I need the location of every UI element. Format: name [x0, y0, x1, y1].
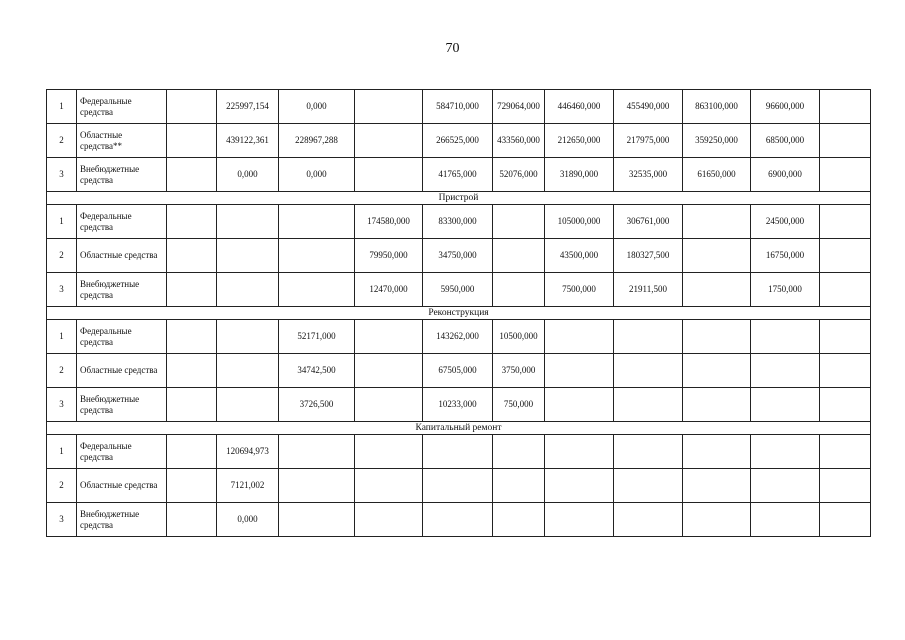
- value-cell: 24500,000: [751, 205, 820, 239]
- value-cell: 1750,000: [751, 273, 820, 307]
- value-cell: 52171,000: [279, 320, 355, 354]
- value-cell: [355, 354, 423, 388]
- value-cell: 31890,000: [545, 158, 614, 192]
- row-number-cell: 3: [47, 388, 77, 422]
- value-cell: 16750,000: [751, 239, 820, 273]
- value-cell: [820, 354, 871, 388]
- value-cell: [279, 205, 355, 239]
- value-cell: 68500,000: [751, 124, 820, 158]
- value-cell: [545, 354, 614, 388]
- value-cell: 32535,000: [614, 158, 683, 192]
- value-cell: 0,000: [279, 158, 355, 192]
- value-cell: [167, 205, 217, 239]
- value-cell: [614, 354, 683, 388]
- value-cell: [820, 435, 871, 469]
- row-number-cell: 2: [47, 239, 77, 273]
- value-cell: [355, 124, 423, 158]
- table-row: [47, 435, 871, 469]
- value-cell: 174580,000: [355, 205, 423, 239]
- value-cell: 61650,000: [683, 158, 751, 192]
- value-cell: 6900,000: [751, 158, 820, 192]
- value-cell: 306761,000: [614, 205, 683, 239]
- value-cell: 212650,000: [545, 124, 614, 158]
- value-cell: [355, 90, 423, 124]
- value-cell: 228967,288: [279, 124, 355, 158]
- funding-source-cell: Внебюджетные средства: [77, 503, 167, 537]
- value-cell: [493, 503, 545, 537]
- value-cell: 863100,000: [683, 90, 751, 124]
- value-cell: [279, 503, 355, 537]
- row-number-cell: 1: [47, 320, 77, 354]
- value-cell: [355, 388, 423, 422]
- value-cell: 79950,000: [355, 239, 423, 273]
- value-cell: 105000,000: [545, 205, 614, 239]
- value-cell: 43500,000: [545, 239, 614, 273]
- value-cell: 96600,000: [751, 90, 820, 124]
- value-cell: [820, 239, 871, 273]
- value-cell: [217, 354, 279, 388]
- table-body: [47, 90, 871, 537]
- value-cell: [217, 388, 279, 422]
- value-cell: 7500,000: [545, 273, 614, 307]
- funding-source-cell: Областные средства: [77, 354, 167, 388]
- value-cell: 0,000: [279, 90, 355, 124]
- table-row: [47, 469, 871, 503]
- value-cell: [545, 320, 614, 354]
- value-cell: [279, 239, 355, 273]
- funding-source-cell: Федеральные средства: [77, 320, 167, 354]
- funding-source-cell: Областные средства: [77, 239, 167, 273]
- value-cell: [423, 435, 493, 469]
- value-cell: 0,000: [217, 503, 279, 537]
- value-cell: [355, 469, 423, 503]
- value-cell: 266525,000: [423, 124, 493, 158]
- section-title: Пристрой: [47, 192, 871, 205]
- value-cell: [217, 320, 279, 354]
- value-cell: 455490,000: [614, 90, 683, 124]
- section-title: Реконструкция: [47, 307, 871, 320]
- value-cell: 3750,000: [493, 354, 545, 388]
- value-cell: [167, 388, 217, 422]
- value-cell: [820, 320, 871, 354]
- value-cell: [683, 388, 751, 422]
- value-cell: 729064,000: [493, 90, 545, 124]
- table-row: [47, 354, 871, 388]
- value-cell: 584710,000: [423, 90, 493, 124]
- value-cell: 12470,000: [355, 273, 423, 307]
- table-row: [47, 388, 871, 422]
- value-cell: 750,000: [493, 388, 545, 422]
- value-cell: 359250,000: [683, 124, 751, 158]
- value-cell: 446460,000: [545, 90, 614, 124]
- value-cell: [355, 435, 423, 469]
- funding-source-cell: Федеральные средства: [77, 435, 167, 469]
- value-cell: [167, 239, 217, 273]
- value-cell: [279, 469, 355, 503]
- value-cell: 217975,000: [614, 124, 683, 158]
- value-cell: [167, 469, 217, 503]
- value-cell: 41765,000: [423, 158, 493, 192]
- section-header-row: [47, 307, 871, 320]
- value-cell: [683, 354, 751, 388]
- value-cell: [820, 124, 871, 158]
- row-number-cell: 2: [47, 469, 77, 503]
- value-cell: [683, 435, 751, 469]
- value-cell: 439122,361: [217, 124, 279, 158]
- value-cell: [820, 503, 871, 537]
- value-cell: [683, 239, 751, 273]
- value-cell: [355, 158, 423, 192]
- table-row: [47, 124, 871, 158]
- value-cell: [545, 503, 614, 537]
- value-cell: [167, 90, 217, 124]
- row-number-cell: 2: [47, 124, 77, 158]
- budget-table: [46, 89, 871, 537]
- value-cell: [614, 388, 683, 422]
- funding-source-cell: Областные средства**: [77, 124, 167, 158]
- table-row: [47, 158, 871, 192]
- value-cell: [545, 469, 614, 503]
- value-cell: [820, 205, 871, 239]
- row-number-cell: 1: [47, 205, 77, 239]
- value-cell: 83300,000: [423, 205, 493, 239]
- value-cell: [545, 435, 614, 469]
- value-cell: [493, 273, 545, 307]
- value-cell: 67505,000: [423, 354, 493, 388]
- value-cell: 180327,500: [614, 239, 683, 273]
- value-cell: [751, 435, 820, 469]
- value-cell: [683, 503, 751, 537]
- value-cell: [167, 435, 217, 469]
- value-cell: [279, 273, 355, 307]
- value-cell: 10500,000: [493, 320, 545, 354]
- section-header-row: [47, 192, 871, 205]
- value-cell: [167, 320, 217, 354]
- funding-source-cell: Федеральные средства: [77, 90, 167, 124]
- row-number-cell: 1: [47, 90, 77, 124]
- value-cell: [423, 469, 493, 503]
- value-cell: [614, 469, 683, 503]
- value-cell: [355, 503, 423, 537]
- value-cell: [167, 503, 217, 537]
- value-cell: [683, 469, 751, 503]
- value-cell: [614, 320, 683, 354]
- value-cell: 34742,500: [279, 354, 355, 388]
- funding-source-cell: Внебюджетные средства: [77, 273, 167, 307]
- value-cell: [751, 320, 820, 354]
- value-cell: [545, 388, 614, 422]
- value-cell: 3726,500: [279, 388, 355, 422]
- value-cell: [217, 239, 279, 273]
- table-row: [47, 503, 871, 537]
- value-cell: [683, 205, 751, 239]
- value-cell: [217, 273, 279, 307]
- value-cell: 433560,000: [493, 124, 545, 158]
- value-cell: [614, 503, 683, 537]
- value-cell: [355, 320, 423, 354]
- value-cell: 225997,154: [217, 90, 279, 124]
- value-cell: 120694,973: [217, 435, 279, 469]
- value-cell: [493, 469, 545, 503]
- value-cell: [820, 90, 871, 124]
- value-cell: [167, 158, 217, 192]
- value-cell: [167, 124, 217, 158]
- value-cell: 10233,000: [423, 388, 493, 422]
- value-cell: [493, 239, 545, 273]
- section-header-row: [47, 422, 871, 435]
- value-cell: [751, 388, 820, 422]
- value-cell: [820, 158, 871, 192]
- value-cell: [493, 435, 545, 469]
- row-number-cell: 2: [47, 354, 77, 388]
- value-cell: [493, 205, 545, 239]
- value-cell: 21911,500: [614, 273, 683, 307]
- row-number-cell: 3: [47, 273, 77, 307]
- table-row: [47, 273, 871, 307]
- funding-source-cell: Областные средства: [77, 469, 167, 503]
- value-cell: 34750,000: [423, 239, 493, 273]
- table-row: [47, 239, 871, 273]
- value-cell: [683, 320, 751, 354]
- funding-source-cell: Федеральные средства: [77, 205, 167, 239]
- value-cell: [683, 273, 751, 307]
- value-cell: [751, 469, 820, 503]
- table-row: [47, 90, 871, 124]
- funding-source-cell: Внебюджетные средства: [77, 388, 167, 422]
- value-cell: 143262,000: [423, 320, 493, 354]
- table-row: [47, 205, 871, 239]
- row-number-cell: 3: [47, 158, 77, 192]
- value-cell: 7121,002: [217, 469, 279, 503]
- value-cell: [820, 388, 871, 422]
- value-cell: [751, 354, 820, 388]
- value-cell: [820, 273, 871, 307]
- section-title: Капитальный ремонт: [47, 422, 871, 435]
- value-cell: [217, 205, 279, 239]
- value-cell: [167, 273, 217, 307]
- value-cell: [423, 503, 493, 537]
- value-cell: [751, 503, 820, 537]
- value-cell: 0,000: [217, 158, 279, 192]
- value-cell: 52076,000: [493, 158, 545, 192]
- value-cell: [167, 354, 217, 388]
- value-cell: [820, 469, 871, 503]
- value-cell: 5950,000: [423, 273, 493, 307]
- funding-source-cell: Внебюджетные средства: [77, 158, 167, 192]
- row-number-cell: 1: [47, 435, 77, 469]
- page-number: 70: [445, 41, 460, 56]
- value-cell: [614, 435, 683, 469]
- value-cell: [279, 435, 355, 469]
- table-row: [47, 320, 871, 354]
- row-number-cell: 3: [47, 503, 77, 537]
